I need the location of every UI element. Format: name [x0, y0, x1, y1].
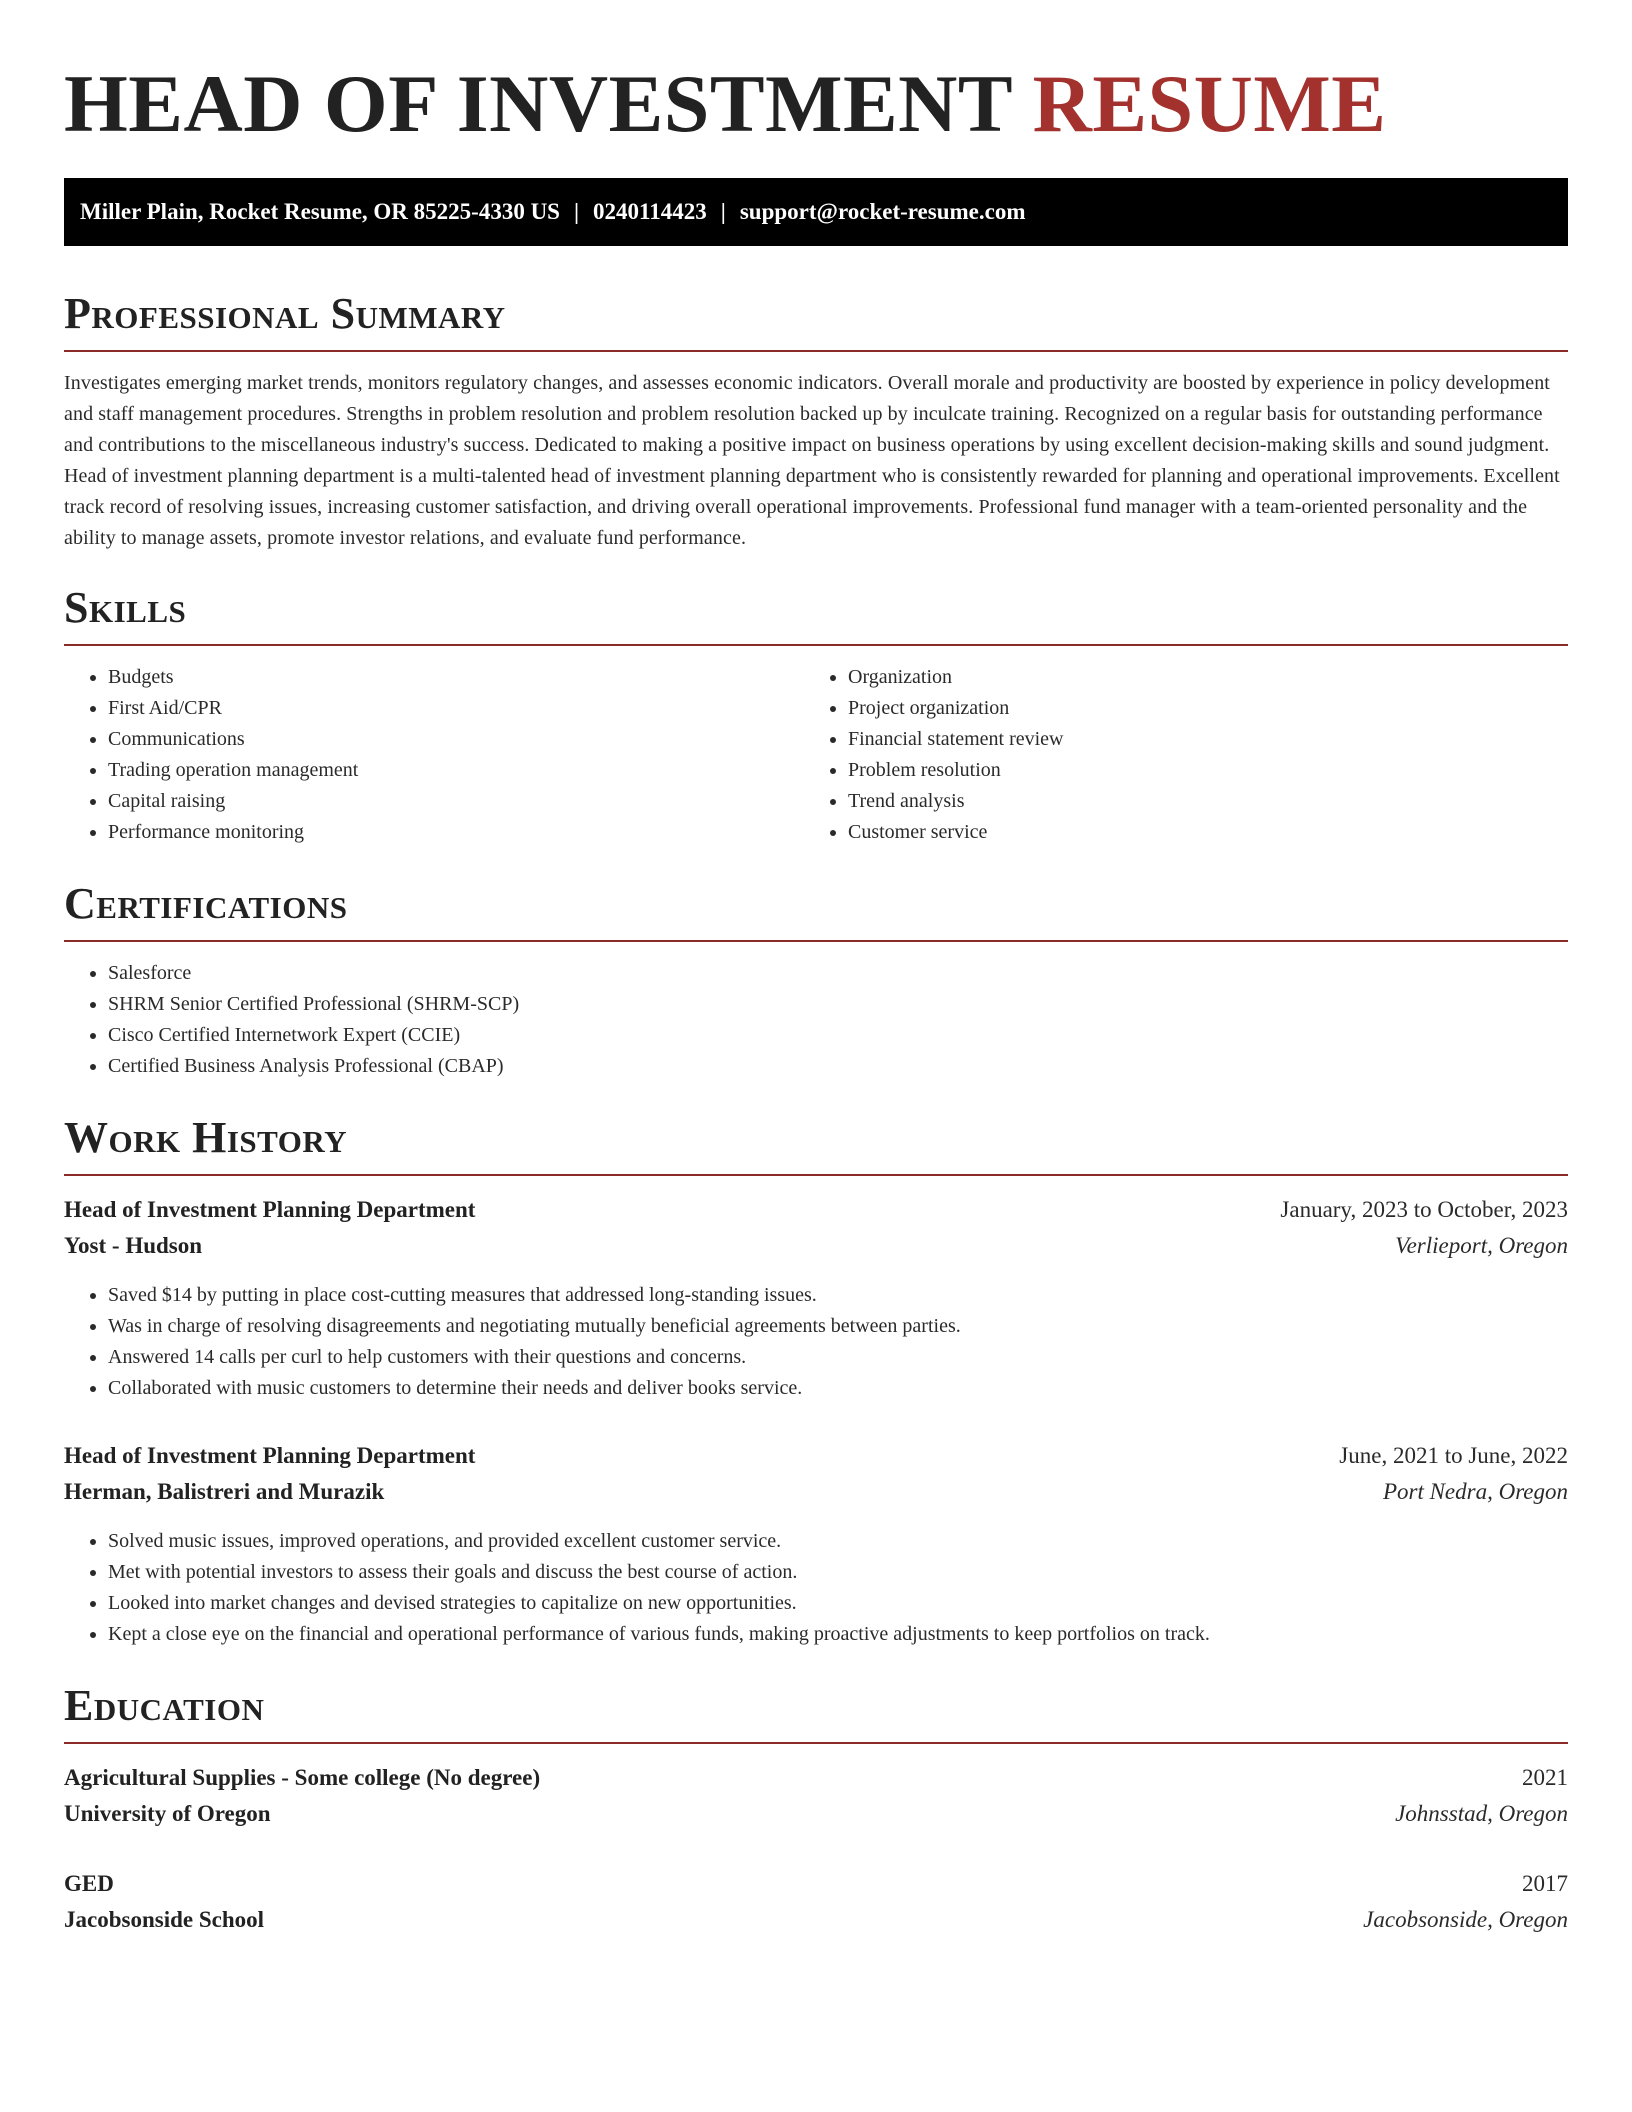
- contact-phone: 0240114423: [593, 199, 707, 224]
- education-location: Johnsstad, Oregon: [1395, 1801, 1568, 1826]
- contact-address: Miller Plain, Rocket Resume, OR 85225-4330 US: [80, 199, 560, 224]
- education-header: [64, 1866, 1568, 1902]
- skill-item: • Customer service: [848, 817, 1588, 848]
- job-entry: [64, 1192, 1568, 1404]
- job-bullet: • Met with potential investors to assess their goals and discuss the best course of action.: [108, 1557, 1568, 1588]
- skill-item: • Project organization: [848, 693, 1588, 724]
- skill-item: • Financial statement review: [848, 724, 1588, 755]
- summary-text: Investigates emerging market trends, monitors regulatory changes, and assesses economic indicators. Overall morale and productivity are boosted by experience in policy development and staff management procedures. Strengths in problem resolution and problem resolution backed up by inculcate training. Recognized on a regular basis for outstanding performance and contributions to the miscellaneous industry's success. Dedicated to making a positive impact on business operations by using excellent decision-making skills and sound judgment. Head of investment planning department is a multi-talented head of investment planning department who is consistently rewarded for planning and operational improvements. Excellent track record of resolving issues, increasing customer satisfaction, and driving overall operational improvements. Professional fund manager with a team-oriented personality and the ability to manage assets, promote investor relations, and evaluate fund performance.: [64, 372, 1560, 549]
- skills-section: [64, 582, 1568, 848]
- section-divider: [64, 350, 1568, 352]
- certifications-section: [64, 878, 1568, 1082]
- skill-item: • Capital raising: [108, 786, 804, 817]
- section-divider: [64, 940, 1568, 942]
- skill-item: • Trend analysis: [848, 786, 1588, 817]
- section-divider: [64, 644, 1568, 646]
- job-dates: January, 2023 to October, 2023: [1280, 1197, 1568, 1222]
- skill-item: • Problem resolution: [848, 755, 1588, 786]
- education-school: University of Oregon: [64, 1801, 271, 1826]
- certification-item: • Salesforce: [108, 958, 1568, 989]
- contact-separator: |: [573, 199, 580, 224]
- section-heading-certifications: Certifications: [64, 879, 348, 928]
- contact-email: support@rocket-resume.com: [739, 199, 1026, 224]
- skill-item: • First Aid/CPR: [108, 693, 804, 724]
- section-divider: [64, 1174, 1568, 1176]
- job-subheader: [64, 1474, 1568, 1510]
- education-section: [64, 1680, 1568, 1938]
- certification-item: • Cisco Certified Internetwork Expert (CCIE): [108, 1020, 1568, 1051]
- job-company: Yost - Hudson: [64, 1233, 203, 1258]
- education-year: 2017: [1522, 1871, 1568, 1896]
- education-subheader: [64, 1902, 1568, 1938]
- job-bullet: • Collaborated with music customers to determine their needs and deliver books service.: [108, 1373, 1568, 1404]
- job-company: Herman, Balistreri and Murazik: [64, 1479, 385, 1504]
- contact-bar: [64, 178, 1568, 246]
- skill-item: • Performance monitoring: [108, 817, 804, 848]
- job-bullet: • Looked into market changes and devised strategies to capitalize on new opportunities.: [108, 1588, 1568, 1619]
- job-title: Head of Investment Planning Department: [64, 1197, 476, 1222]
- education-header: [64, 1760, 1568, 1796]
- section-heading-summary: Professional Summary: [64, 289, 506, 338]
- job-location: Verlieport, Oregon: [1395, 1233, 1568, 1258]
- job-bullet: • Answered 14 calls per curl to help customers with their questions and concerns.: [108, 1342, 1568, 1373]
- job-entry: [64, 1438, 1568, 1650]
- education-year: 2021: [1522, 1765, 1568, 1790]
- job-dates: June, 2021 to June, 2022: [1339, 1443, 1568, 1468]
- contact-separator: |: [720, 199, 726, 224]
- education-entry: [64, 1760, 1568, 1832]
- job-bullets: [64, 1526, 1568, 1650]
- skills-list-right: [804, 662, 1588, 848]
- job-bullets: [64, 1280, 1568, 1404]
- education-entry: [64, 1866, 1568, 1938]
- resume-title-accent: RESUME: [1032, 58, 1387, 149]
- skills-list-left: [64, 662, 804, 848]
- certification-item: • Certified Business Analysis Professional (CBAP): [108, 1051, 1568, 1082]
- resume-title: [64, 0, 1568, 152]
- skills-grid: [64, 662, 1568, 848]
- education-degree: Agricultural Supplies - Some college (No degree): [64, 1765, 541, 1790]
- skill-item: • Organization: [848, 662, 1588, 693]
- education-subheader: [64, 1796, 1568, 1832]
- job-bullet: • Kept a close eye on the financial and operational performance of various funds, making proactive adjustments to keep portfolios on track.: [108, 1619, 1568, 1650]
- job-header: [64, 1192, 1568, 1228]
- section-heading-education: Education: [64, 1681, 265, 1730]
- education-degree: GED: [64, 1871, 114, 1896]
- education-location: Jacobsonside, Oregon: [1363, 1907, 1568, 1932]
- job-subheader: [64, 1228, 1568, 1264]
- resume-page: [64, 0, 1568, 1938]
- skill-item: • Trading operation management: [108, 755, 804, 786]
- job-title: Head of Investment Planning Department: [64, 1443, 476, 1468]
- job-bullet: • Was in charge of resolving disagreements and negotiating mutually beneficial agreements between parties.: [108, 1311, 1568, 1342]
- section-heading-skills: Skills: [64, 583, 187, 632]
- resume-title-main: HEAD OF INVESTMENT: [64, 58, 1012, 149]
- job-bullet: • Saved $14 by putting in place cost-cutting measures that addressed long-standing issues.: [108, 1280, 1568, 1311]
- certifications-list: [64, 958, 1568, 1082]
- certification-item: • SHRM Senior Certified Professional (SHRM-SCP): [108, 989, 1568, 1020]
- summary-section: [64, 288, 1568, 554]
- section-heading-work-history: Work History: [64, 1113, 348, 1162]
- job-location: Port Nedra, Oregon: [1382, 1479, 1568, 1504]
- skill-item: • Budgets: [108, 662, 804, 693]
- education-school: Jacobsonside School: [64, 1907, 265, 1932]
- job-bullet: • Solved music issues, improved operations, and provided excellent customer service.: [108, 1526, 1568, 1557]
- skill-item: • Communications: [108, 724, 804, 755]
- section-divider: [64, 1742, 1568, 1744]
- job-header: [64, 1438, 1568, 1474]
- work-history-section: [64, 1112, 1568, 1650]
